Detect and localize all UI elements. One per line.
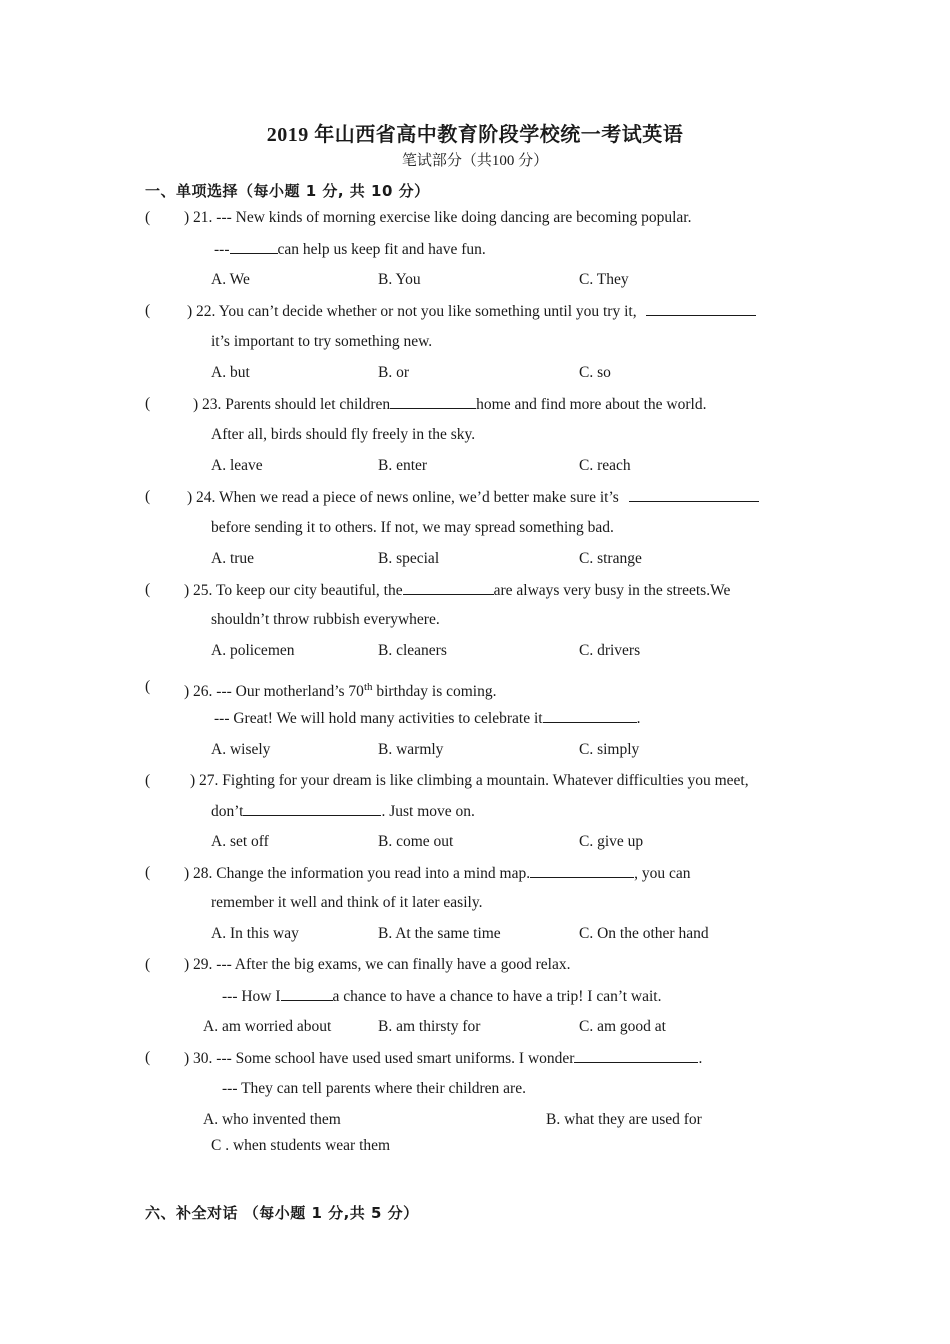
option-a: A. wisely xyxy=(211,741,271,758)
option-c: C. am good at xyxy=(579,1018,666,1035)
option-c: C. They xyxy=(579,271,629,288)
option-c: C . when students wear them xyxy=(211,1137,391,1154)
question-text-2: After all, birds should fly freely in the sky. xyxy=(211,426,476,443)
option-b: B. or xyxy=(378,364,409,381)
option-c: C. strange xyxy=(579,550,642,567)
option-a: A. but xyxy=(211,364,250,381)
option-a: A. In this way xyxy=(211,925,299,942)
option-a: A. true xyxy=(211,550,255,567)
question-text: ) 26. --- Our motherland’s 70th birthday is coming. xyxy=(184,681,497,701)
question-text: ) 25. To keep our city beautiful, the are always very busy in the streets.We xyxy=(184,582,731,599)
option-c: C. reach xyxy=(579,457,631,474)
option-a: A. policemen xyxy=(211,642,295,659)
question-text: ) 30. --- Some school have used used smart uniforms. I wonder . xyxy=(184,1050,703,1067)
answer-paren: ( xyxy=(145,864,151,881)
option-b: B. am thirsty for xyxy=(378,1018,481,1035)
answer-paren: ( xyxy=(145,209,151,226)
question-text-2: remember it well and think of it later easily. xyxy=(211,894,483,911)
page-subtitle: 笔试部分（共100 分） xyxy=(401,153,549,169)
option-b: B. cleaners xyxy=(378,642,447,659)
option-a: A. am worried about xyxy=(203,1018,332,1035)
answer-paren: ( xyxy=(145,772,151,789)
question-text-2: --- Great! We will hold many activities to celebrate it . xyxy=(214,710,641,727)
question-text: ) 27. Fighting for your dream is like climbing a mountain. Whatever difficulties you meet, xyxy=(190,772,749,789)
option-a: A. leave xyxy=(211,457,263,474)
question-text: ) 22. You can’t decide whether or not you like something until you try it, xyxy=(187,301,756,322)
option-b: B. warmly xyxy=(378,741,444,758)
answer-paren: ( xyxy=(145,488,151,505)
option-b: B. At the same time xyxy=(378,925,501,942)
question-text-2: --- They can tell parents where their children are. xyxy=(222,1080,526,1097)
page-title: 2019 年山西省高中教育阶段学校统一考试英语 xyxy=(266,124,684,146)
option-a: A. who invented them xyxy=(203,1111,341,1128)
option-a: A. set off xyxy=(211,833,269,850)
section-heading-6: 六、补全对话 （每小题 1 分,共 5 分） xyxy=(145,1204,419,1222)
section-heading-1: 一、单项选择（每小题 1 分, 共 10 分） xyxy=(145,182,430,200)
option-c: C. simply xyxy=(579,741,640,758)
option-b: B. enter xyxy=(378,457,428,474)
answer-paren: ( xyxy=(145,956,151,973)
question-text-2: before sending it to others. If not, we may spread something bad. xyxy=(211,519,614,536)
answer-paren: ( xyxy=(145,302,151,319)
answer-paren: ( xyxy=(145,678,151,695)
option-c: C. so xyxy=(579,364,611,381)
question-text-2: --- How I a chance to have a chance to have a trip! I can’t wait. xyxy=(222,988,662,1005)
question-text-2: don’t . Just move on. xyxy=(211,803,475,820)
question-text: ) 23. Parents should let children home and find more about the world. xyxy=(193,396,707,413)
answer-paren: ( xyxy=(145,1049,151,1066)
question-text-2: shouldn’t throw rubbish everywhere. xyxy=(211,611,440,628)
question-text-2: --- can help us keep fit and have fun. xyxy=(214,241,486,258)
option-a: A. We xyxy=(211,271,250,288)
option-c: C. drivers xyxy=(579,642,641,659)
question-text: ) 29. --- After the big exams, we can finally have a good relax. xyxy=(184,956,571,973)
option-c: C. give up xyxy=(579,833,644,850)
question-text-2: it’s important to try something new. xyxy=(211,333,433,350)
question-text: ) 24. When we read a piece of news online, we’d better make sure it’s xyxy=(187,487,759,508)
option-b: B. what they are used for xyxy=(546,1111,702,1128)
option-b: B. You xyxy=(378,271,421,288)
answer-paren: ( xyxy=(145,581,151,598)
question-text: ) 21. --- New kinds of morning exercise like doing dancing are becoming popular. xyxy=(184,209,692,226)
question-text: ) 28. Change the information you read into a mind map. , you can xyxy=(184,865,691,882)
option-b: B. come out xyxy=(378,833,454,850)
option-c: C. On the other hand xyxy=(579,925,709,942)
answer-paren: ( xyxy=(145,395,151,412)
option-b: B. special xyxy=(378,550,440,567)
